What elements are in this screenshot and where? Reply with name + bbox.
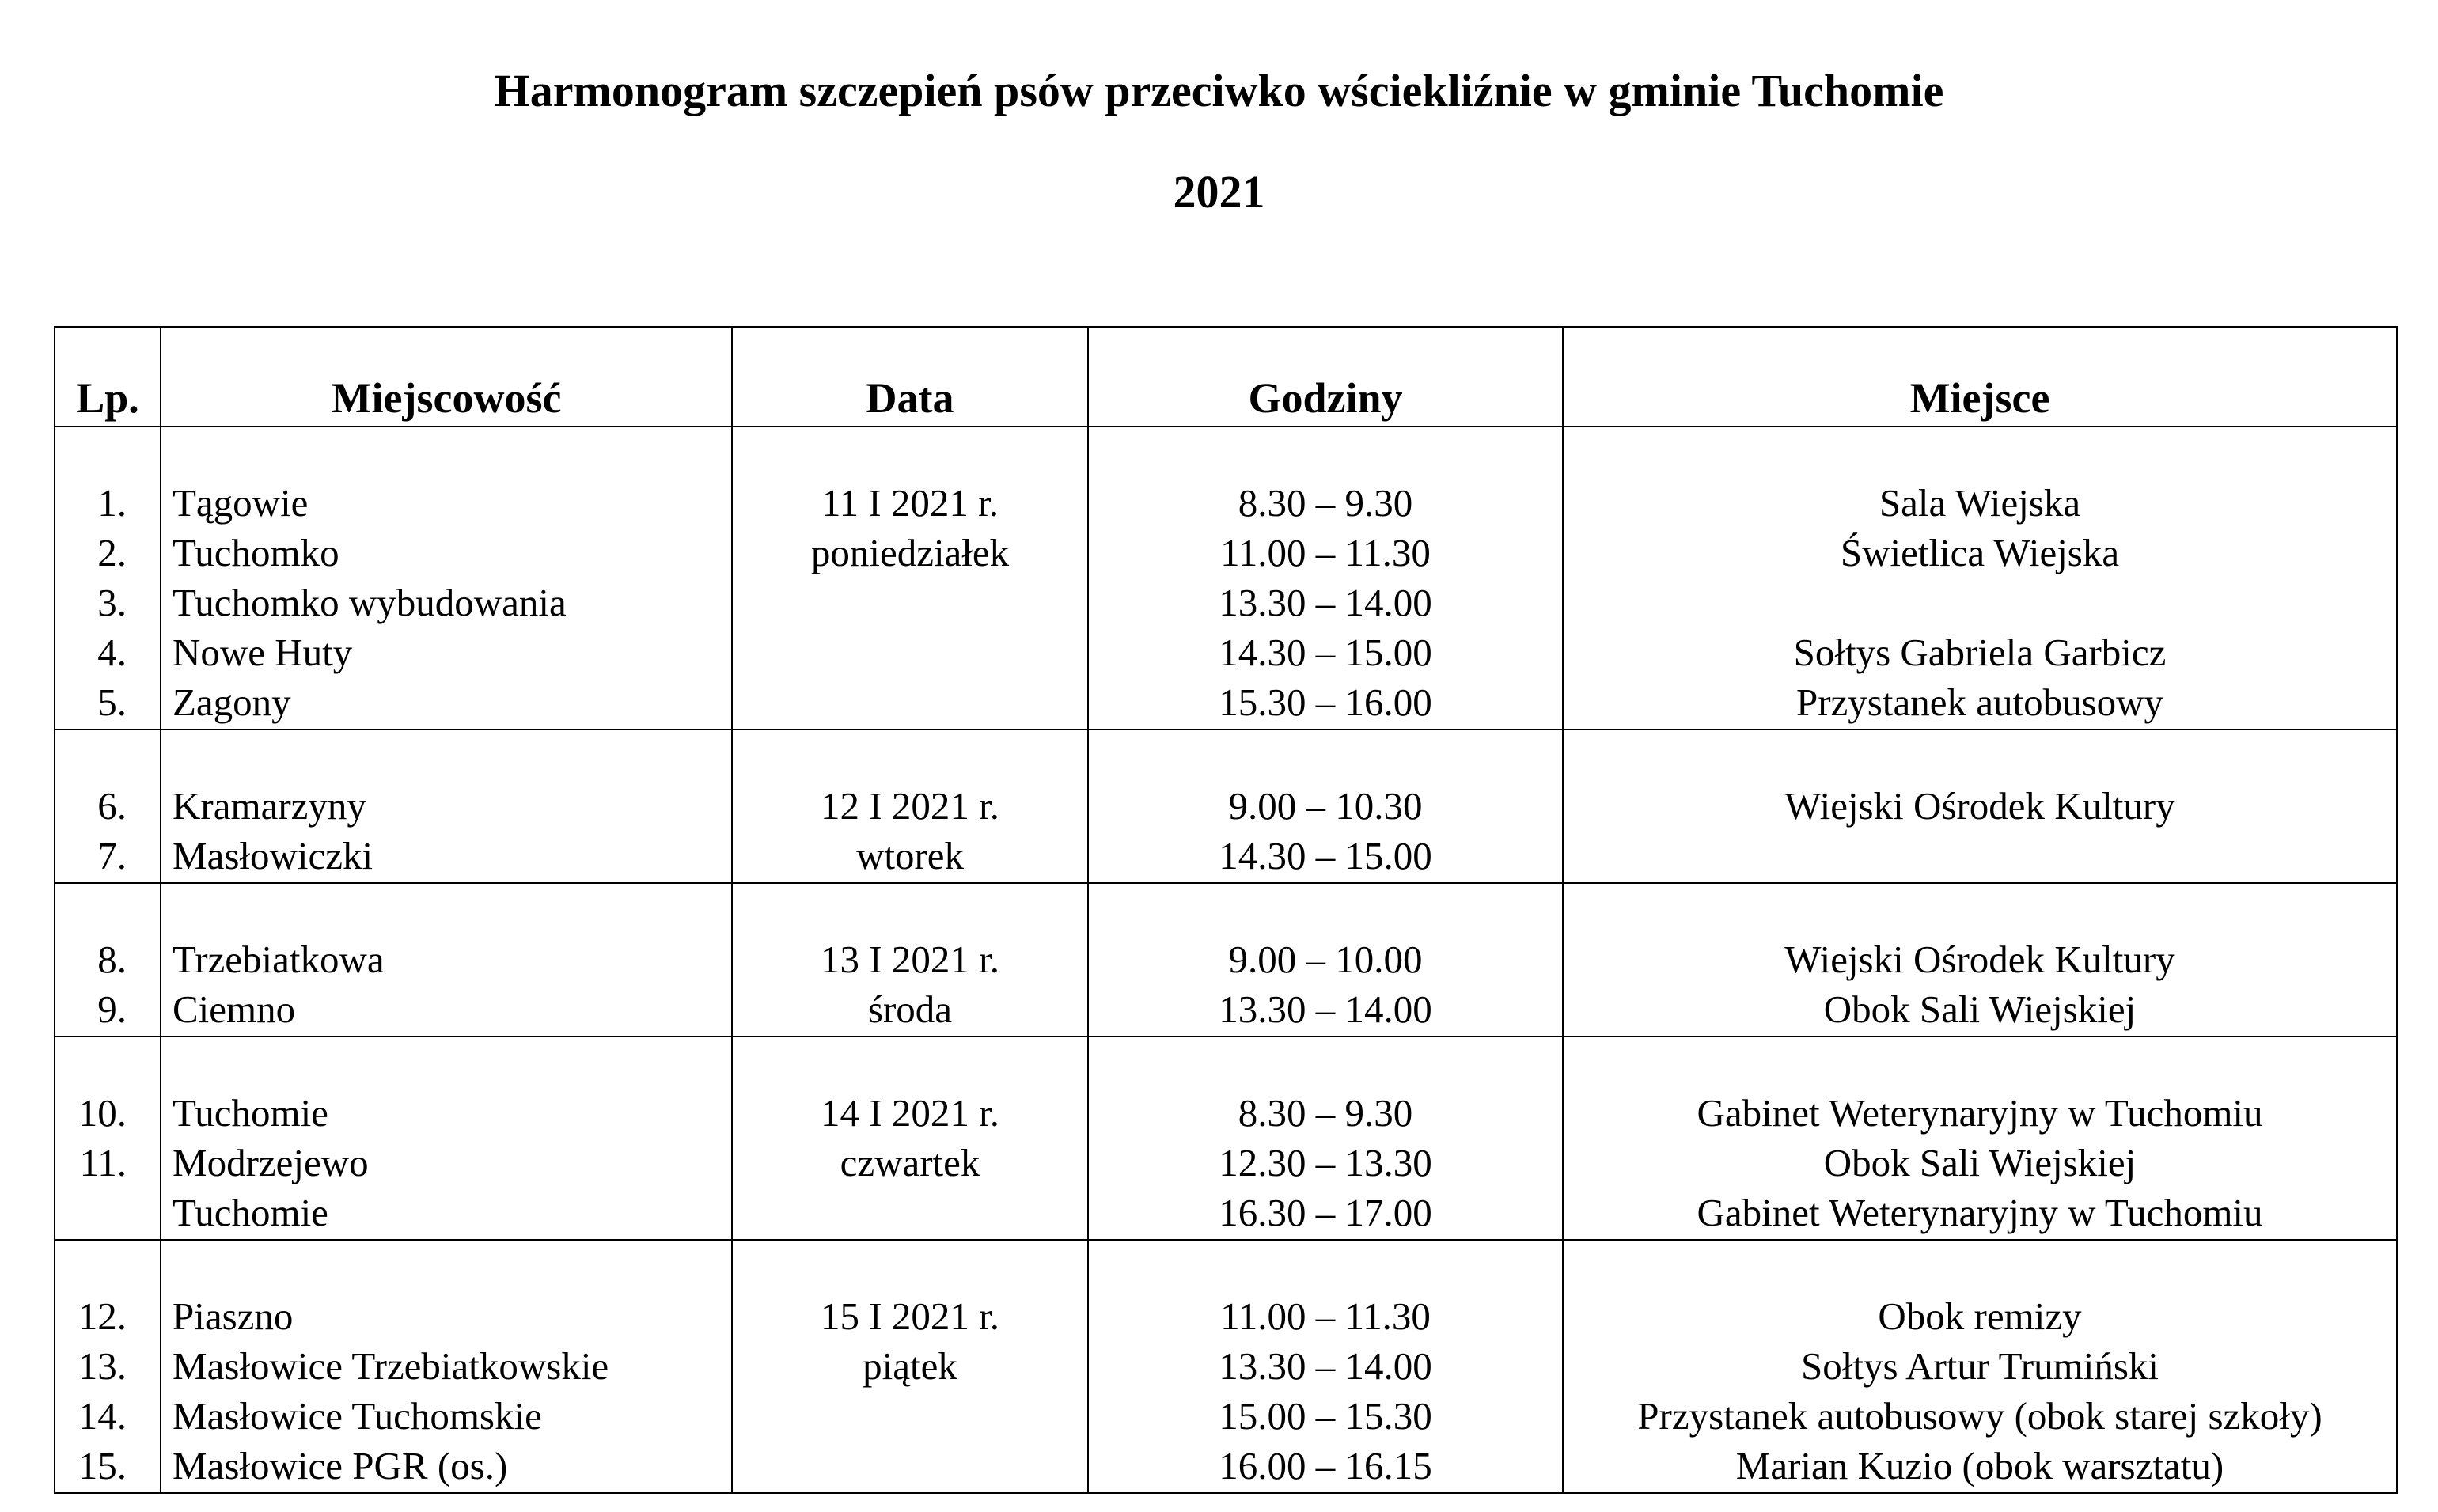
hours-range: 14.30 – 15.00 (1219, 834, 1432, 877)
place-name: Nowe Huty (173, 631, 353, 674)
lp-number: 6. (97, 784, 127, 828)
cell-date (732, 1240, 1088, 1493)
cell-lp (55, 1036, 161, 1240)
cell-place (161, 1036, 732, 1240)
location-name: Świetlica Wiejska (1840, 531, 2120, 574)
location-name: Sołtys Artur Trumiński (1800, 1344, 2159, 1388)
location-name: Przystanek autobusowy (obok starej szkoły) (1637, 1394, 2322, 1438)
date-text: 11 I 2021 r. (821, 481, 999, 525)
place-name: Tuchomko wybudowania (173, 581, 567, 624)
hours-range: 16.00 – 16.15 (1219, 1444, 1432, 1487)
hours-range: 8.30 – 9.30 (1238, 481, 1413, 525)
place-name: Masłowice Tuchomskie (173, 1394, 542, 1438)
place-name: Ciemno (173, 987, 296, 1031)
date-text: 12 I 2021 r. (821, 784, 999, 828)
document-year: 2021 (1173, 166, 1265, 218)
location-name: Obok Sali Wiejskiej (1823, 987, 2137, 1031)
hours-range: 11.00 – 11.30 (1220, 531, 1431, 574)
hours-range: 9.00 – 10.30 (1228, 784, 1423, 828)
cell-lp (55, 729, 161, 883)
hours-range: 15.30 – 16.00 (1219, 680, 1432, 724)
weekday-text: piątek (863, 1344, 957, 1388)
place-name: Masłowice Trzebiatkowskie (173, 1344, 609, 1388)
hours-range: 14.30 – 15.00 (1219, 631, 1432, 674)
header-date: Data (732, 327, 1088, 426)
weekday-text: środa (867, 987, 953, 1031)
cell-lp (55, 883, 161, 1036)
location-name: Wiejski Ośrodek Kultury (1784, 938, 2175, 981)
location-name: Sala Wiejska (1879, 481, 2081, 525)
lp-number: 1. (97, 481, 127, 525)
weekday-text: poniedziałek (810, 531, 1010, 574)
lp-number: 13. (78, 1344, 127, 1388)
place-name: Modrzejewo (173, 1141, 369, 1184)
cell-loc (1563, 426, 2397, 729)
document-title: Harmonogram szczepień psów przeciwko wściekliźnie w gminie Tuchomie (494, 65, 1944, 116)
place-name: Tuchomko (173, 531, 339, 574)
table-row (55, 1240, 2397, 1493)
lp-number: 11. (79, 1141, 127, 1184)
location-name: Marian Kuzio (obok warsztatu) (1735, 1444, 2224, 1487)
hours-range: 11.00 – 11.30 (1220, 1294, 1431, 1338)
location-name (1564, 831, 2396, 881)
cell-hours (1088, 1036, 1563, 1240)
location-name: Gabinet Weterynaryjny w Tuchomiu (1697, 1091, 2263, 1135)
header-lp: Lp. (55, 327, 161, 426)
location-name: Wiejski Ośrodek Kultury (1784, 784, 2175, 828)
hours-range: 9.00 – 10.00 (1228, 938, 1423, 981)
lp-number: 5. (97, 680, 127, 724)
table-row (55, 729, 2397, 883)
cell-hours (1088, 1240, 1563, 1493)
vaccination-schedule-table (54, 326, 2398, 1494)
place-name: Kramarzyny (173, 784, 366, 828)
table-body (55, 426, 2397, 1493)
cell-lp (55, 1240, 161, 1493)
place-name: Tuchomie (173, 1191, 328, 1234)
date-text: 14 I 2021 r. (821, 1091, 999, 1135)
lp-number: 7. (97, 834, 127, 877)
table-row (55, 426, 2397, 729)
lp-number: 10. (78, 1091, 127, 1135)
location-name: Obok remizy (1878, 1294, 2082, 1338)
cell-hours (1088, 426, 1563, 729)
location-name: Sołtys Gabriela Garbicz (1793, 631, 2167, 674)
cell-date (732, 883, 1088, 1036)
lp-number: 15. (78, 1444, 127, 1487)
header-hours: Godziny (1088, 327, 1563, 426)
cell-date (732, 426, 1088, 729)
place-name: Masłowice PGR (os.) (173, 1444, 508, 1487)
date-text: 13 I 2021 r. (821, 938, 999, 981)
place-name: Masłowiczki (173, 834, 373, 877)
hours-range: 13.30 – 14.00 (1219, 581, 1432, 624)
header-location: Miejsce (1563, 327, 2397, 426)
lp-number: 3. (97, 581, 127, 624)
weekday-text: wtorek (855, 834, 965, 877)
table-row (55, 883, 2397, 1036)
cell-hours (1088, 883, 1563, 1036)
place-name: Zagony (173, 680, 291, 724)
hours-range: 15.00 – 15.30 (1219, 1394, 1432, 1438)
place-name: Trzebiatkowa (173, 938, 385, 981)
header-place: Miejscowość (161, 327, 732, 426)
place-name: Piaszno (173, 1294, 294, 1338)
cell-place (161, 426, 732, 729)
hours-range: 13.30 – 14.00 (1219, 987, 1432, 1031)
location-name: Obok Sali Wiejskiej (1823, 1141, 2137, 1184)
location-name: Przystanek autobusowy (1795, 680, 2164, 724)
place-name: Tuchomie (173, 1091, 328, 1135)
cell-loc (1563, 729, 2397, 883)
date-text: 15 I 2021 r. (821, 1294, 999, 1338)
hours-range: 12.30 – 13.30 (1219, 1141, 1432, 1184)
table-row (55, 1036, 2397, 1240)
cell-hours (1088, 729, 1563, 883)
location-name: Gabinet Weterynaryjny w Tuchomiu (1697, 1191, 2263, 1234)
cell-loc (1563, 1240, 2397, 1493)
cell-place (161, 729, 732, 883)
table-header-row (55, 327, 2397, 426)
lp-number: 12. (78, 1294, 127, 1338)
place-name: Tągowie (173, 481, 309, 525)
lp-number (55, 1188, 160, 1237)
cell-place (161, 883, 732, 1036)
cell-date (732, 729, 1088, 883)
cell-place (161, 1240, 732, 1493)
hours-range: 8.30 – 9.30 (1238, 1091, 1413, 1135)
lp-number: 4. (97, 631, 127, 674)
cell-lp (55, 426, 161, 729)
hours-range: 16.30 – 17.00 (1219, 1191, 1432, 1234)
cell-loc (1563, 883, 2397, 1036)
lp-number: 2. (97, 531, 127, 574)
hours-range: 13.30 – 14.00 (1219, 1344, 1432, 1388)
lp-number: 14. (78, 1394, 127, 1438)
cell-loc (1563, 1036, 2397, 1240)
weekday-text: czwartek (840, 1141, 980, 1184)
location-name (1564, 578, 2396, 627)
lp-number: 9. (97, 987, 127, 1031)
cell-date (732, 1036, 1088, 1240)
lp-number: 8. (97, 938, 127, 981)
